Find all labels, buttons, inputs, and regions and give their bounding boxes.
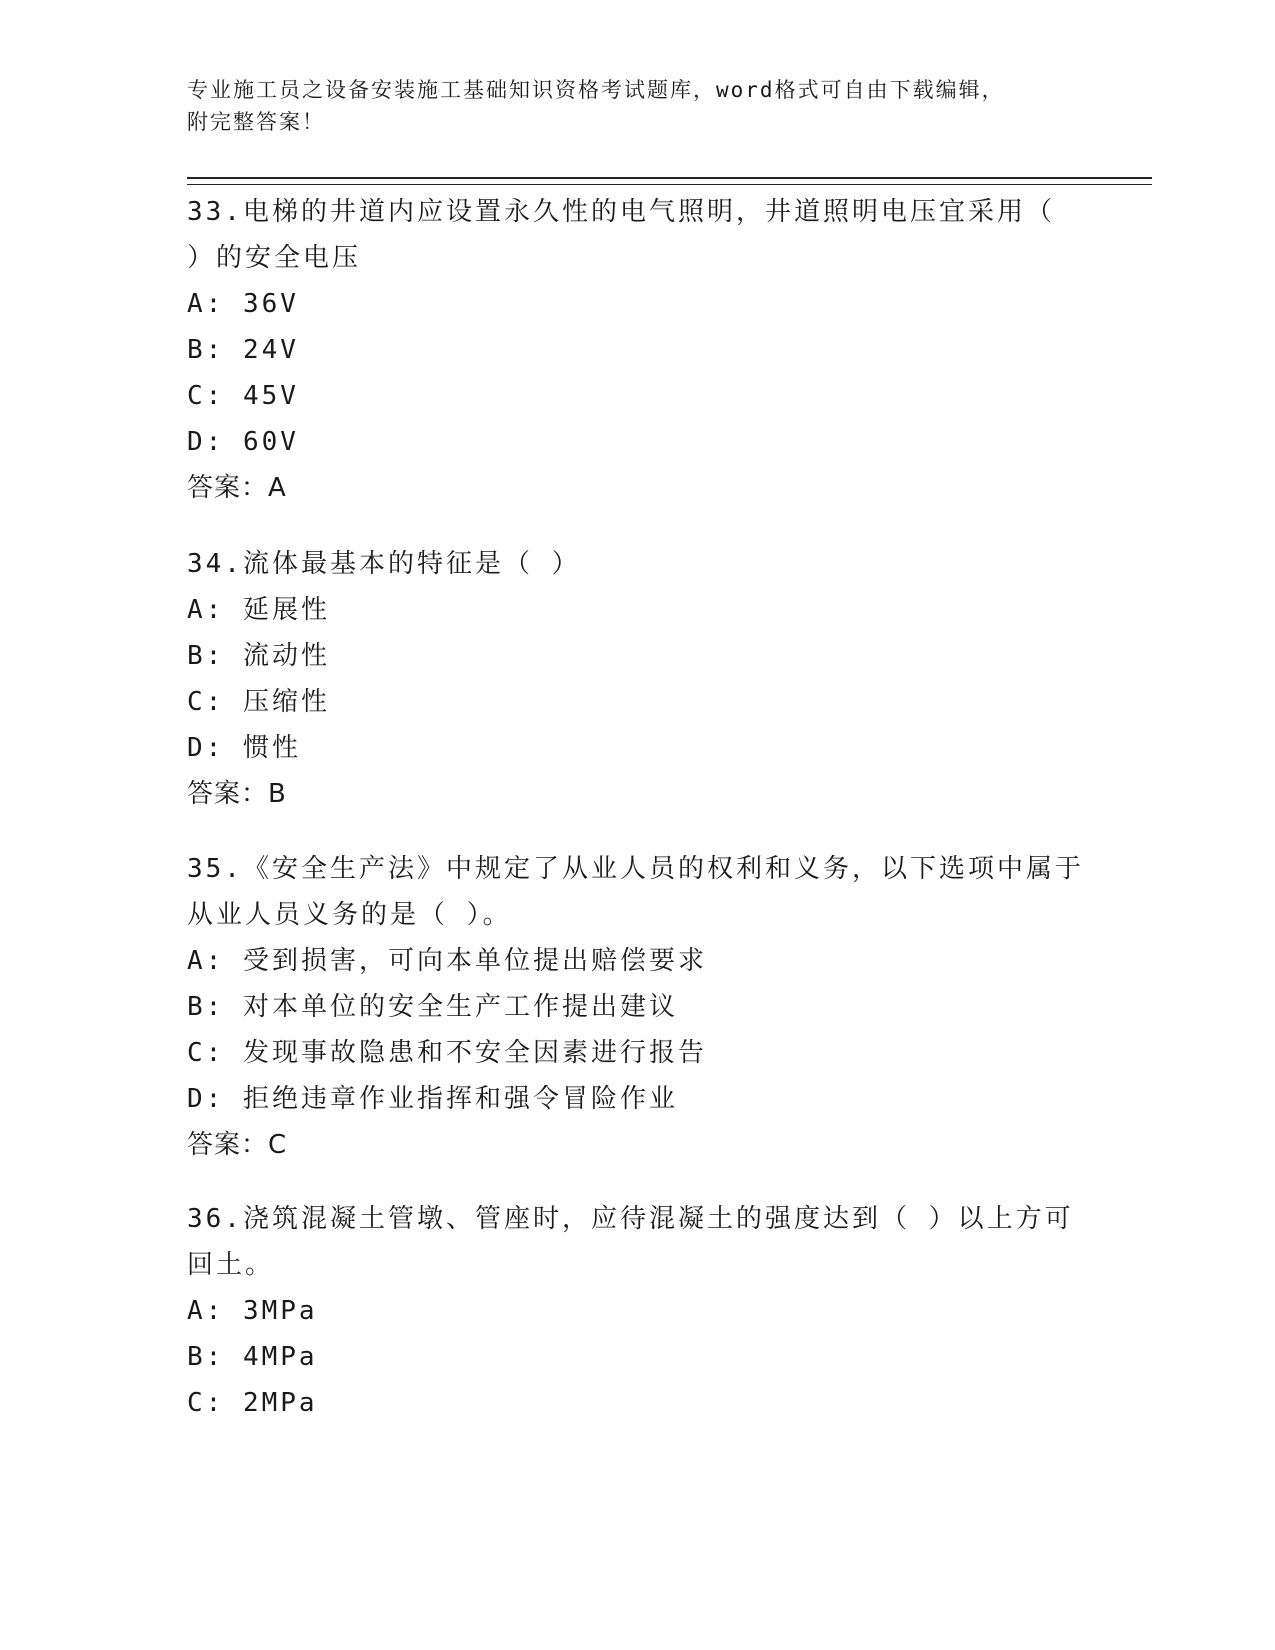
option-text: 36V [242,289,299,319]
option-text: 24V [242,335,299,365]
option-b [187,984,1087,1030]
option-label: B: [187,335,225,365]
option-c [187,1030,1087,1076]
option-c [187,373,1087,419]
answer: 答案：B [187,779,287,809]
option-text: 60V [242,427,299,457]
header-divider-thin [187,184,1152,185]
header-line-1: 专业施工员之设备安装施工基础知识资格考试题库，word格式可自由下载编辑， [187,78,1005,102]
option-label: A: [187,1296,225,1326]
option-text: 45V [242,381,299,411]
option-label: B: [187,641,225,671]
question-stem: 36.浇筑混凝土管墩、管座时，应待混凝土的强度达到（ ）以上方可回土。 [187,1204,1074,1280]
option-text: 流动性 [242,641,330,671]
option-label: D: [187,1084,225,1114]
option-label: A: [187,946,225,976]
option-label: B: [187,1342,225,1372]
answer: 答案：C [187,1130,288,1160]
option-text: 4MPa [242,1342,318,1372]
option-d [187,419,1087,465]
question-stem: 33.电梯的井道内应设置永久性的电气照明，井道照明电压宜采用（ ）的安全电压 [187,197,1055,273]
question-stem: 34.流体最基本的特征是（ ） [187,549,581,579]
option-text: 对本单位的安全生产工作提出建议 [242,992,678,1022]
header-line-2: 附完整答案！ [187,110,325,134]
option-label: A: [187,289,225,319]
option-text: 2MPa [242,1388,318,1418]
option-label: A: [187,595,225,625]
option-label: C: [187,381,225,411]
option-text: 延展性 [242,595,330,625]
option-text: 3MPa [242,1296,318,1326]
question-34 [187,541,1087,817]
question-stem: 35.《安全生产法》中规定了从业人员的权利和义务，以下选项中属于从业人员义务的是（ ）。 [187,854,1084,930]
option-label: B: [187,992,225,1022]
option-label: D: [187,427,225,457]
option-b [187,1334,1087,1380]
option-label: D: [187,733,225,763]
option-label: C: [187,1388,225,1418]
option-a [187,281,1087,327]
question-36 [187,1196,1087,1426]
option-label: C: [187,687,225,717]
option-a [187,938,1087,984]
option-text: 压缩性 [242,687,330,717]
header-divider-thick [187,177,1152,179]
option-text: 惯性 [242,733,301,763]
question-35 [187,846,1087,1168]
option-a [187,1288,1087,1334]
option-d [187,725,1087,771]
option-c [187,1380,1087,1426]
option-d [187,1076,1087,1122]
option-text: 受到损害，可向本单位提出赔偿要求 [242,946,707,976]
answer: 答案：A [187,473,287,503]
document-header [187,74,1087,138]
option-text: 发现事故隐患和不安全因素进行报告 [242,1038,707,1068]
option-b [187,327,1087,373]
option-b [187,633,1087,679]
option-label: C: [187,1038,225,1068]
question-33 [187,189,1087,511]
option-a [187,587,1087,633]
option-c [187,679,1087,725]
option-text: 拒绝违章作业指挥和强令冒险作业 [242,1084,678,1114]
